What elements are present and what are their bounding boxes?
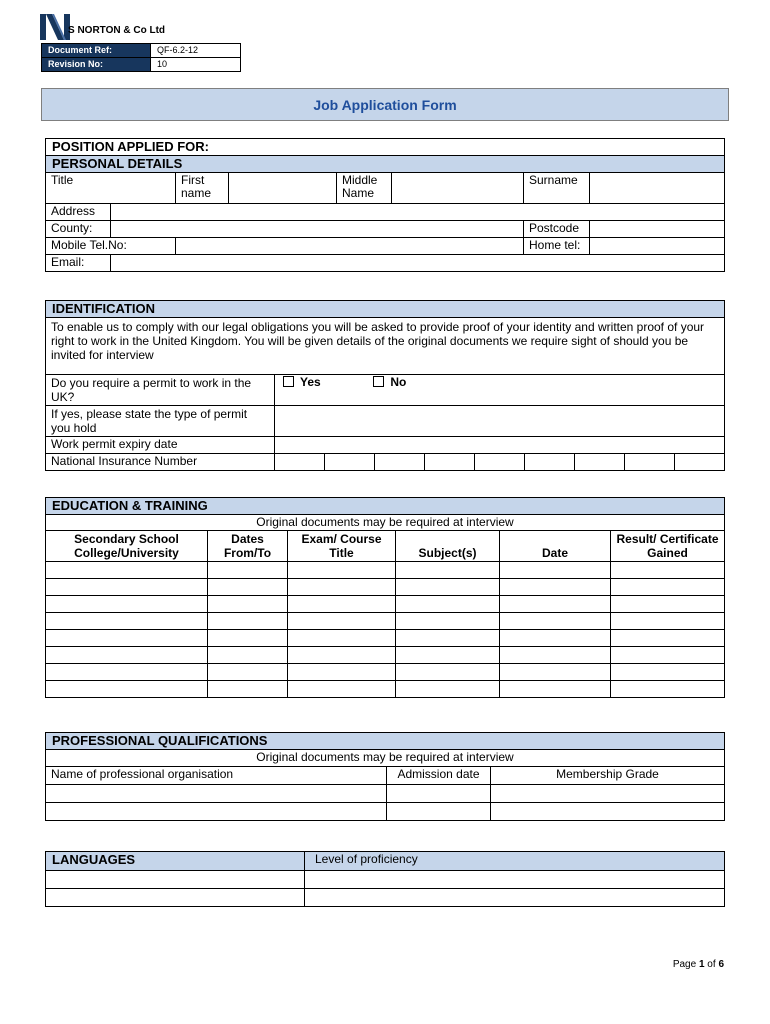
table-row — [46, 562, 725, 579]
ni-number-label: National Insurance Number — [46, 454, 275, 471]
table-cell[interactable] — [396, 596, 500, 613]
page-number — [673, 959, 724, 970]
table-cell[interactable] — [396, 630, 500, 647]
email-input[interactable] — [111, 255, 725, 272]
table-cell[interactable] — [396, 647, 500, 664]
no-checkbox[interactable] — [373, 376, 384, 387]
table-cell[interactable] — [387, 785, 491, 803]
table-cell[interactable] — [500, 562, 611, 579]
col-school-header: Secondary School College/University — [46, 531, 208, 562]
middle-name-input[interactable] — [392, 173, 524, 204]
ni-box[interactable] — [675, 454, 725, 471]
address-label: Address — [46, 204, 111, 221]
table-cell[interactable] — [288, 613, 396, 630]
table-cell[interactable] — [396, 681, 500, 698]
table-row — [46, 889, 725, 907]
table-cell[interactable] — [46, 889, 305, 907]
doc-ref-value: QF-6.2-12 — [151, 44, 241, 58]
county-input[interactable] — [111, 221, 524, 238]
table-cell[interactable] — [46, 613, 208, 630]
page-current: 1 — [698, 959, 705, 970]
revision-label: Revision No: — [42, 58, 151, 72]
table-cell[interactable] — [46, 630, 208, 647]
company-name: S NORTON & Co Ltd — [68, 25, 166, 36]
education-header: EDUCATION & TRAINING — [46, 498, 725, 515]
postcode-label: Postcode — [524, 221, 590, 238]
first-name-label: First name — [176, 173, 229, 204]
table-cell[interactable] — [46, 785, 387, 803]
table-cell[interactable] — [288, 664, 396, 681]
col-result-header: Result/ Certificate Gained — [611, 531, 725, 562]
county-label: County: — [46, 221, 111, 238]
no-option[interactable] — [373, 375, 406, 389]
table-cell[interactable] — [208, 596, 288, 613]
identification-intro: To enable us to comply with our legal obligations you will be asked to provide proof of your identity and written proof of your right to work in the United Kingdom. You will be given details of the original documents we require sight of should you be invited for interview — [46, 318, 725, 375]
permit-answer — [275, 375, 725, 406]
postcode-input[interactable] — [590, 221, 725, 238]
identification-table — [45, 300, 725, 471]
ni-box[interactable] — [275, 454, 325, 471]
ni-box[interactable] — [625, 454, 675, 471]
table-cell[interactable] — [396, 579, 500, 596]
table-cell[interactable] — [208, 613, 288, 630]
table-cell[interactable] — [208, 664, 288, 681]
no-label: No — [390, 375, 407, 389]
table-cell[interactable] — [611, 613, 725, 630]
table-cell[interactable] — [46, 562, 208, 579]
table-cell[interactable] — [500, 681, 611, 698]
table-cell[interactable] — [491, 803, 725, 821]
table-cell[interactable] — [500, 630, 611, 647]
table-cell[interactable] — [46, 596, 208, 613]
table-cell[interactable] — [46, 579, 208, 596]
form-title: Job Application Form — [41, 88, 729, 121]
table-cell[interactable] — [46, 681, 208, 698]
table-row — [46, 647, 725, 664]
table-cell[interactable] — [46, 664, 208, 681]
table-row — [46, 871, 725, 889]
col-admission-header: Admission date — [387, 767, 491, 785]
surname-label: Surname — [524, 173, 590, 204]
col-level-header: Level of proficiency — [305, 852, 725, 871]
table-cell[interactable] — [611, 630, 725, 647]
table-cell[interactable] — [611, 596, 725, 613]
page-prefix: Page — [672, 959, 699, 970]
table-row — [46, 630, 725, 647]
education-table — [45, 497, 725, 698]
table-row — [46, 803, 725, 821]
col-dates-header: Dates From/To — [208, 531, 288, 562]
page-total: 6 — [718, 959, 724, 970]
professional-note: Original documents may be required at interview — [46, 750, 725, 767]
table-cell[interactable] — [288, 647, 396, 664]
table-row — [46, 664, 725, 681]
document-reference-table — [41, 43, 241, 72]
table-cell[interactable] — [208, 579, 288, 596]
col-date-header: Date — [500, 531, 611, 562]
languages-header: LANGUAGES — [46, 852, 305, 871]
position-applied-label: POSITION APPLIED FOR: — [46, 139, 725, 156]
yes-label: Yes — [300, 375, 321, 389]
table-cell[interactable] — [288, 596, 396, 613]
title-label: Title — [46, 173, 176, 204]
table-cell[interactable] — [46, 647, 208, 664]
table-cell[interactable] — [611, 579, 725, 596]
ni-box[interactable] — [575, 454, 625, 471]
permit-question: Do you require a permit to work in the UK? — [46, 375, 275, 406]
permit-type-input[interactable] — [275, 406, 725, 437]
col-exam-header: Exam/ Course Title — [288, 531, 396, 562]
company-logo — [40, 14, 70, 40]
mobile-label: Mobile Tel.No: — [46, 238, 176, 255]
table-cell[interactable] — [208, 562, 288, 579]
table-cell[interactable] — [611, 647, 725, 664]
table-cell[interactable] — [611, 562, 725, 579]
table-cell[interactable] — [611, 664, 725, 681]
permit-expiry-label: Work permit expiry date — [46, 437, 275, 454]
table-cell[interactable] — [288, 579, 396, 596]
ni-box[interactable] — [375, 454, 425, 471]
first-name-input[interactable] — [229, 173, 337, 204]
col-org-header: Name of professional organisation — [46, 767, 387, 785]
table-row — [46, 596, 725, 613]
table-cell[interactable] — [500, 647, 611, 664]
middle-name-label: Middle Name — [337, 173, 392, 204]
personal-details-header: PERSONAL DETAILS — [46, 156, 725, 173]
table-cell[interactable] — [491, 785, 725, 803]
table-cell[interactable] — [396, 664, 500, 681]
yes-option[interactable] — [283, 375, 321, 389]
table-cell[interactable] — [208, 630, 288, 647]
table-cell[interactable] — [396, 562, 500, 579]
personal-details-table — [45, 138, 725, 272]
ni-box[interactable] — [325, 454, 375, 471]
surname-input[interactable] — [590, 173, 725, 204]
address-input[interactable] — [111, 204, 725, 221]
table-cell[interactable] — [500, 596, 611, 613]
permit-type-label: If yes, please state the type of permit you hold — [46, 406, 275, 437]
table-cell[interactable] — [500, 579, 611, 596]
col-grade-header: Membership Grade — [491, 767, 725, 785]
table-row — [46, 785, 725, 803]
permit-expiry-input[interactable] — [275, 437, 725, 454]
col-subjects-header: Subject(s) — [396, 531, 500, 562]
email-label: Email: — [46, 255, 111, 272]
ni-box[interactable] — [425, 454, 475, 471]
page-of: of — [704, 959, 719, 970]
languages-table — [45, 851, 725, 907]
table-row — [46, 681, 725, 698]
professional-header: PROFESSIONAL QUALIFICATIONS — [46, 733, 725, 750]
table-cell[interactable] — [500, 664, 611, 681]
professional-qualifications-table — [45, 732, 725, 821]
table-row — [46, 613, 725, 630]
table-cell[interactable] — [288, 630, 396, 647]
home-tel-label: Home tel: — [524, 238, 590, 255]
identification-header: IDENTIFICATION — [46, 301, 725, 318]
table-cell[interactable] — [305, 871, 725, 889]
table-cell[interactable] — [46, 871, 305, 889]
yes-checkbox[interactable] — [283, 376, 294, 387]
table-cell[interactable] — [396, 613, 500, 630]
table-cell[interactable] — [288, 562, 396, 579]
table-cell[interactable] — [208, 681, 288, 698]
table-cell[interactable] — [611, 681, 725, 698]
home-tel-input[interactable] — [590, 238, 725, 255]
doc-ref-label: Document Ref: — [42, 44, 151, 58]
ni-box[interactable] — [475, 454, 525, 471]
table-row — [46, 579, 725, 596]
education-note: Original documents may be required at interview — [46, 515, 725, 531]
table-cell[interactable] — [500, 613, 611, 630]
table-cell[interactable] — [288, 681, 396, 698]
mobile-input[interactable] — [176, 238, 524, 255]
revision-value: 10 — [151, 58, 241, 72]
table-cell[interactable] — [387, 803, 491, 821]
table-cell[interactable] — [208, 647, 288, 664]
table-cell[interactable] — [305, 889, 725, 907]
table-cell[interactable] — [46, 803, 387, 821]
ni-box[interactable] — [525, 454, 575, 471]
